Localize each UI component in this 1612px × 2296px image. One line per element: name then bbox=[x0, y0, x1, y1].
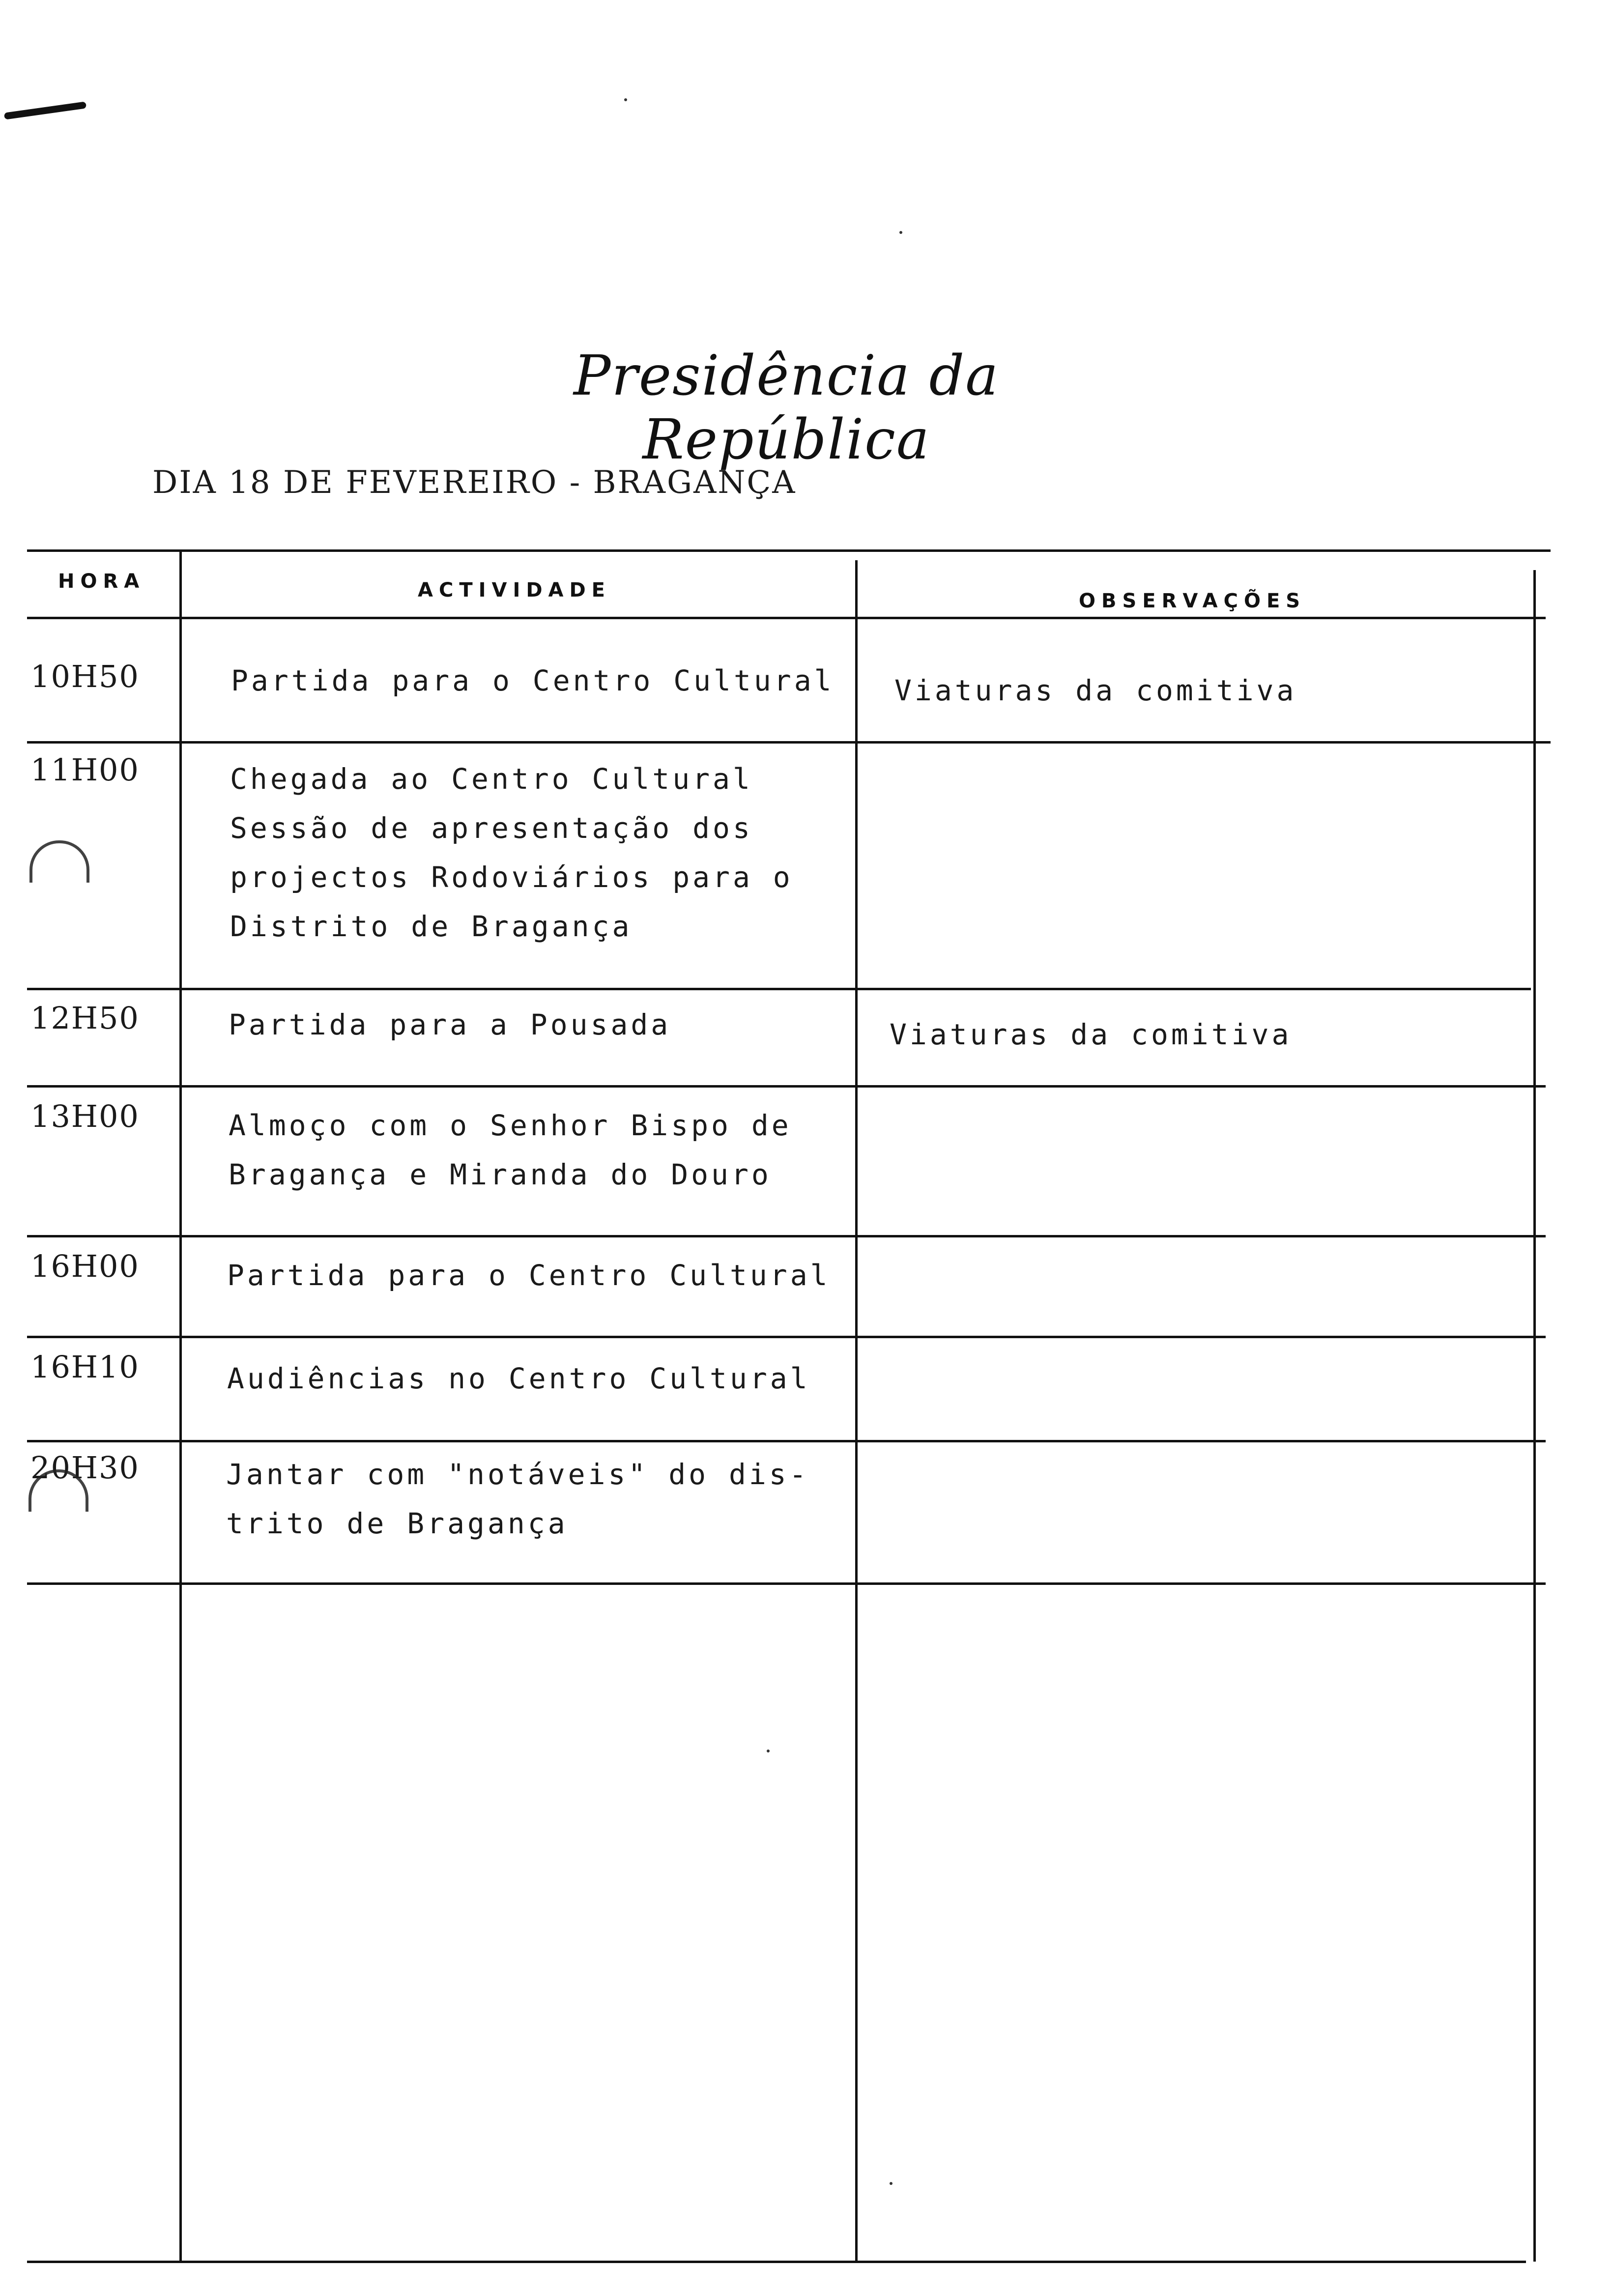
row-observacoes: Viaturas da comitiva bbox=[894, 674, 1297, 707]
row-hora: 11H00 bbox=[30, 752, 140, 788]
row-hora: 12H50 bbox=[30, 1000, 140, 1036]
actividade-line: Chegada ao Centro Cultural bbox=[230, 762, 753, 796]
scan-speck bbox=[890, 2182, 892, 2185]
row-rule bbox=[27, 1336, 1546, 1338]
row-rule bbox=[27, 741, 1551, 744]
row-hora: 13H00 bbox=[30, 1098, 140, 1134]
actividade-line: trito de Bragança bbox=[226, 1507, 568, 1540]
actividade-line: Partida para o Centro Cultural bbox=[227, 1259, 831, 1292]
row-actividade bbox=[231, 656, 835, 705]
table-bottom-rule bbox=[27, 2261, 1526, 2263]
letterhead-title: Presidência da República bbox=[574, 344, 999, 472]
scan-mark bbox=[4, 101, 86, 119]
row-hora: 16H00 bbox=[30, 1248, 140, 1284]
column-header-observacoes: OBSERVAÇÕES bbox=[1079, 590, 1306, 612]
table-right-rule bbox=[1533, 570, 1536, 2262]
row-hora: 16H10 bbox=[30, 1349, 140, 1385]
column-rule bbox=[855, 560, 858, 2262]
row-hora: 10H50 bbox=[30, 659, 140, 694]
row-actividade bbox=[227, 1354, 810, 1403]
header-bottom-rule bbox=[27, 617, 1546, 619]
row-observacoes: Viaturas da comitiva bbox=[890, 1018, 1292, 1051]
actividade-line: projectos Rodoviários para o bbox=[230, 861, 793, 894]
punch-hole-mark bbox=[29, 840, 89, 883]
document-heading: DIA 18 DE FEVEREIRO - BRAGANÇA bbox=[152, 464, 797, 501]
row-actividade bbox=[229, 1000, 671, 1049]
column-header-actividade: ACTIVIDADE bbox=[418, 579, 611, 602]
actividade-line: Almoço com o Senhor Bispo de bbox=[229, 1109, 792, 1142]
table-top-rule bbox=[27, 549, 1551, 552]
actividade-line: Distrito de Bragança bbox=[230, 910, 633, 943]
column-rule bbox=[179, 549, 182, 2261]
scan-speck bbox=[624, 98, 627, 101]
row-actividade bbox=[230, 754, 793, 951]
row-hora: 20H30 bbox=[30, 1450, 140, 1486]
actividade-line: Audiências no Centro Cultural bbox=[227, 1362, 810, 1395]
row-rule bbox=[27, 1582, 1546, 1585]
row-rule bbox=[27, 1440, 1546, 1442]
actividade-line: Partida para o Centro Cultural bbox=[231, 664, 835, 697]
row-actividade bbox=[227, 1251, 831, 1300]
row-actividade bbox=[229, 1101, 792, 1199]
scan-speck bbox=[899, 231, 902, 234]
row-actividade bbox=[226, 1450, 809, 1548]
row-rule bbox=[27, 1235, 1546, 1237]
actividade-line: Sessão de apresentação dos bbox=[230, 811, 753, 845]
actividade-line: Jantar com "notáveis" do dis- bbox=[226, 1458, 809, 1491]
actividade-line: Partida para a Pousada bbox=[229, 1008, 671, 1041]
actividade-line: Bragança e Miranda do Douro bbox=[229, 1158, 772, 1191]
scan-speck bbox=[767, 1750, 770, 1752]
row-rule bbox=[27, 1085, 1546, 1088]
row-rule bbox=[27, 988, 1531, 990]
column-header-hora: HORA bbox=[58, 570, 145, 593]
